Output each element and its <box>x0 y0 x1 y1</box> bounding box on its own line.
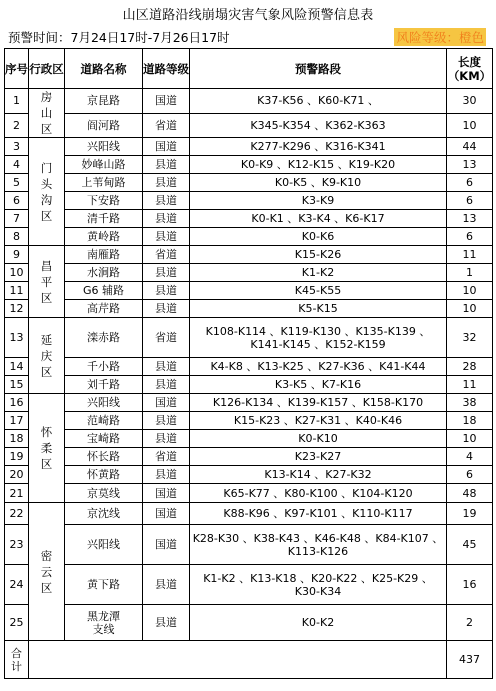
road-grade: 县道 <box>143 358 190 376</box>
row-number: 25 <box>5 605 29 641</box>
district-cell: 房山区 <box>29 89 65 138</box>
warning-segments: K23-K27 <box>190 448 447 466</box>
warning-segments: K1-K2 <box>190 264 447 282</box>
road-length: 11 <box>447 246 493 264</box>
table-row <box>5 466 493 484</box>
road-length: 6 <box>447 466 493 484</box>
road-name: 京沈线 <box>65 503 143 525</box>
district-cell: 延庆区 <box>29 318 65 394</box>
road-grade: 国道 <box>143 525 190 565</box>
row-number: 13 <box>5 318 29 358</box>
road-length: 13 <box>447 210 493 228</box>
warning-segments: K277-K296 、K316-K341 <box>190 138 447 156</box>
road-grade: 县道 <box>143 192 190 210</box>
warning-segments: K37-K56 、K60-K71 、 <box>190 89 447 114</box>
table-row <box>5 192 493 210</box>
road-length: 19 <box>447 503 493 525</box>
warning-table <box>4 48 493 679</box>
district-cell: 密云区 <box>29 503 65 641</box>
row-number: 16 <box>5 394 29 412</box>
warning-level-badge: 风险等级：橙色 <box>396 30 484 45</box>
road-grade: 县道 <box>143 565 190 605</box>
road-grade: 县道 <box>143 228 190 246</box>
road-name: 阎河路 <box>65 113 143 138</box>
row-number: 11 <box>5 282 29 300</box>
road-grade: 县道 <box>143 156 190 174</box>
row-number: 22 <box>5 503 29 525</box>
warning-segments: K5-K15 <box>190 300 447 318</box>
header-segments: 预警路段 <box>190 49 447 89</box>
road-length: 10 <box>447 300 493 318</box>
road-name: 范崎路 <box>65 412 143 430</box>
table-row <box>5 448 493 466</box>
table-row <box>5 430 493 448</box>
road-grade: 县道 <box>143 300 190 318</box>
header-length: 长度（KM） <box>447 49 493 89</box>
header-district: 行政区 <box>29 49 65 89</box>
road-grade: 国道 <box>143 394 190 412</box>
warning-segments: K0-K1 、K3-K4 、K6-K17 <box>190 210 447 228</box>
road-name: 刘千路 <box>65 376 143 394</box>
row-number: 14 <box>5 358 29 376</box>
road-grade: 县道 <box>143 282 190 300</box>
district-cell: 门头沟区 <box>29 138 65 246</box>
road-grade: 县道 <box>143 605 190 641</box>
road-name: 南雁路 <box>65 246 143 264</box>
road-name: 千小路 <box>65 358 143 376</box>
table-row <box>5 394 493 412</box>
warning-segments: K0-K2 <box>190 605 447 641</box>
total-spacer <box>29 641 447 679</box>
road-name: 上苇甸路 <box>65 174 143 192</box>
header-no: 序号 <box>5 49 29 89</box>
header-road-name: 道路名称 <box>65 49 143 89</box>
row-number: 10 <box>5 264 29 282</box>
row-number: 20 <box>5 466 29 484</box>
warning-segments: K0-K9 、K12-K15 、K19-K20 <box>190 156 447 174</box>
warning-segments: K0-K10 <box>190 430 447 448</box>
road-grade: 省道 <box>143 318 190 358</box>
table-row <box>5 376 493 394</box>
warning-segments: K28-K30 、K38-K43 、K46-K48 、K84-K107 、K113-K126 <box>190 525 447 565</box>
row-number: 23 <box>5 525 29 565</box>
row-number: 4 <box>5 156 29 174</box>
road-length: 48 <box>447 484 493 503</box>
table-row <box>5 113 493 138</box>
row-number: 2 <box>5 113 29 138</box>
table-row <box>5 156 493 174</box>
road-name: 京昆路 <box>65 89 143 114</box>
road-grade: 县道 <box>143 264 190 282</box>
table-row <box>5 264 493 282</box>
road-grade: 省道 <box>143 246 190 264</box>
road-grade: 国道 <box>143 138 190 156</box>
row-number: 6 <box>5 192 29 210</box>
table-row <box>5 412 493 430</box>
road-name: 怀长路 <box>65 448 143 466</box>
road-length: 44 <box>447 138 493 156</box>
road-grade: 县道 <box>143 412 190 430</box>
road-length: 45 <box>447 525 493 565</box>
road-length: 6 <box>447 228 493 246</box>
road-name: 黄下路 <box>65 565 143 605</box>
road-length: 16 <box>447 565 493 605</box>
warning-segments: K15-K23 、K27-K31 、K40-K46 <box>190 412 447 430</box>
road-name: 京莫线 <box>65 484 143 503</box>
table-row <box>5 484 493 503</box>
road-grade: 省道 <box>143 113 190 138</box>
table-row <box>5 246 493 264</box>
road-length: 18 <box>447 412 493 430</box>
road-name: 清千路 <box>65 210 143 228</box>
road-length: 11 <box>447 376 493 394</box>
road-name: 高芹路 <box>65 300 143 318</box>
warning-segments: K1-K2 、K13-K18 、K20-K22 、K25-K29 、K30-K34 <box>190 565 447 605</box>
road-name: 滦赤路 <box>65 318 143 358</box>
row-number: 9 <box>5 246 29 264</box>
warning-segments: K126-K134 、K139-K157 、K158-K170 <box>190 394 447 412</box>
district-cell: 怀柔区 <box>29 394 65 503</box>
table-row <box>5 525 493 565</box>
table-row <box>5 210 493 228</box>
road-grade: 国道 <box>143 503 190 525</box>
road-name: 黄岭路 <box>65 228 143 246</box>
row-number: 1 <box>5 89 29 114</box>
warning-segments: K3-K9 <box>190 192 447 210</box>
road-length: 2 <box>447 605 493 641</box>
table-row <box>5 358 493 376</box>
road-length: 13 <box>447 156 493 174</box>
road-length: 6 <box>447 174 493 192</box>
road-grade: 县道 <box>143 210 190 228</box>
row-number: 21 <box>5 484 29 503</box>
table-row <box>5 605 493 641</box>
road-length: 38 <box>447 394 493 412</box>
row-number: 12 <box>5 300 29 318</box>
total-row <box>5 641 493 679</box>
road-name: 下安路 <box>65 192 143 210</box>
road-length: 4 <box>447 448 493 466</box>
road-name: 兴阳线 <box>65 138 143 156</box>
road-grade: 县道 <box>143 430 190 448</box>
warning-segments: K108-K114 、K119-K130 、K135-K139 、K141-K145 、K152-K159 <box>190 318 447 358</box>
page-title: 山区道路沿线崩塌灾害气象风险预警信息表 <box>122 8 374 23</box>
header-row <box>5 49 493 89</box>
table-row <box>5 318 493 358</box>
table-row <box>5 89 493 114</box>
table-row <box>5 282 493 300</box>
road-name: 水涧路 <box>65 264 143 282</box>
warning-segments: K4-K8 、K13-K25 、K27-K36 、K41-K44 <box>190 358 447 376</box>
warning-time: 预警时间：7月24日17时-7月26日17时 <box>8 30 230 45</box>
warning-segments: K0-K5 、K9-K10 <box>190 174 447 192</box>
table-row <box>5 503 493 525</box>
road-name: 妙峰山路 <box>65 156 143 174</box>
row-number: 15 <box>5 376 29 394</box>
road-length: 6 <box>447 192 493 210</box>
road-name: 怀黄路 <box>65 466 143 484</box>
road-name: 兴阳线 <box>65 394 143 412</box>
row-number: 3 <box>5 138 29 156</box>
road-grade: 省道 <box>143 448 190 466</box>
table-row <box>5 228 493 246</box>
road-name: G6 辅路 <box>65 282 143 300</box>
road-grade: 国道 <box>143 89 190 114</box>
road-length: 10 <box>447 113 493 138</box>
road-grade: 县道 <box>143 466 190 484</box>
road-grade: 县道 <box>143 174 190 192</box>
road-length: 32 <box>447 318 493 358</box>
road-grade: 国道 <box>143 484 190 503</box>
total-length: 437 <box>447 641 493 679</box>
warning-segments: K88-K96 、K97-K101 、K110-K117 <box>190 503 447 525</box>
row-number: 5 <box>5 174 29 192</box>
road-length: 30 <box>447 89 493 114</box>
road-name: 宝崎路 <box>65 430 143 448</box>
road-name: 黑龙潭支线 <box>65 605 143 641</box>
row-number: 19 <box>5 448 29 466</box>
table-row <box>5 174 493 192</box>
table-row <box>5 300 493 318</box>
warning-segments: K65-K77 、K80-K100 、K104-K120 <box>190 484 447 503</box>
road-length: 1 <box>447 264 493 282</box>
warning-segments: K45-K55 <box>190 282 447 300</box>
row-number: 17 <box>5 412 29 430</box>
row-number: 7 <box>5 210 29 228</box>
subheader <box>6 28 490 46</box>
header-road-grade: 道路等级 <box>143 49 190 89</box>
row-number: 24 <box>5 565 29 605</box>
road-grade: 县道 <box>143 376 190 394</box>
row-number: 18 <box>5 430 29 448</box>
road-name: 兴阳线 <box>65 525 143 565</box>
warning-segments: K0-K6 <box>190 228 447 246</box>
district-cell: 昌平区 <box>29 246 65 318</box>
total-label: 合计 <box>5 641 29 679</box>
warning-segments: K15-K26 <box>190 246 447 264</box>
row-number: 8 <box>5 228 29 246</box>
table-row <box>5 138 493 156</box>
road-length: 10 <box>447 282 493 300</box>
table-row <box>5 565 493 605</box>
road-length: 10 <box>447 430 493 448</box>
warning-segments: K3-K5 、K7-K16 <box>190 376 447 394</box>
road-length: 28 <box>447 358 493 376</box>
warning-segments: K345-K354 、K362-K363 <box>190 113 447 138</box>
warning-segments: K13-K14 、K27-K32 <box>190 466 447 484</box>
